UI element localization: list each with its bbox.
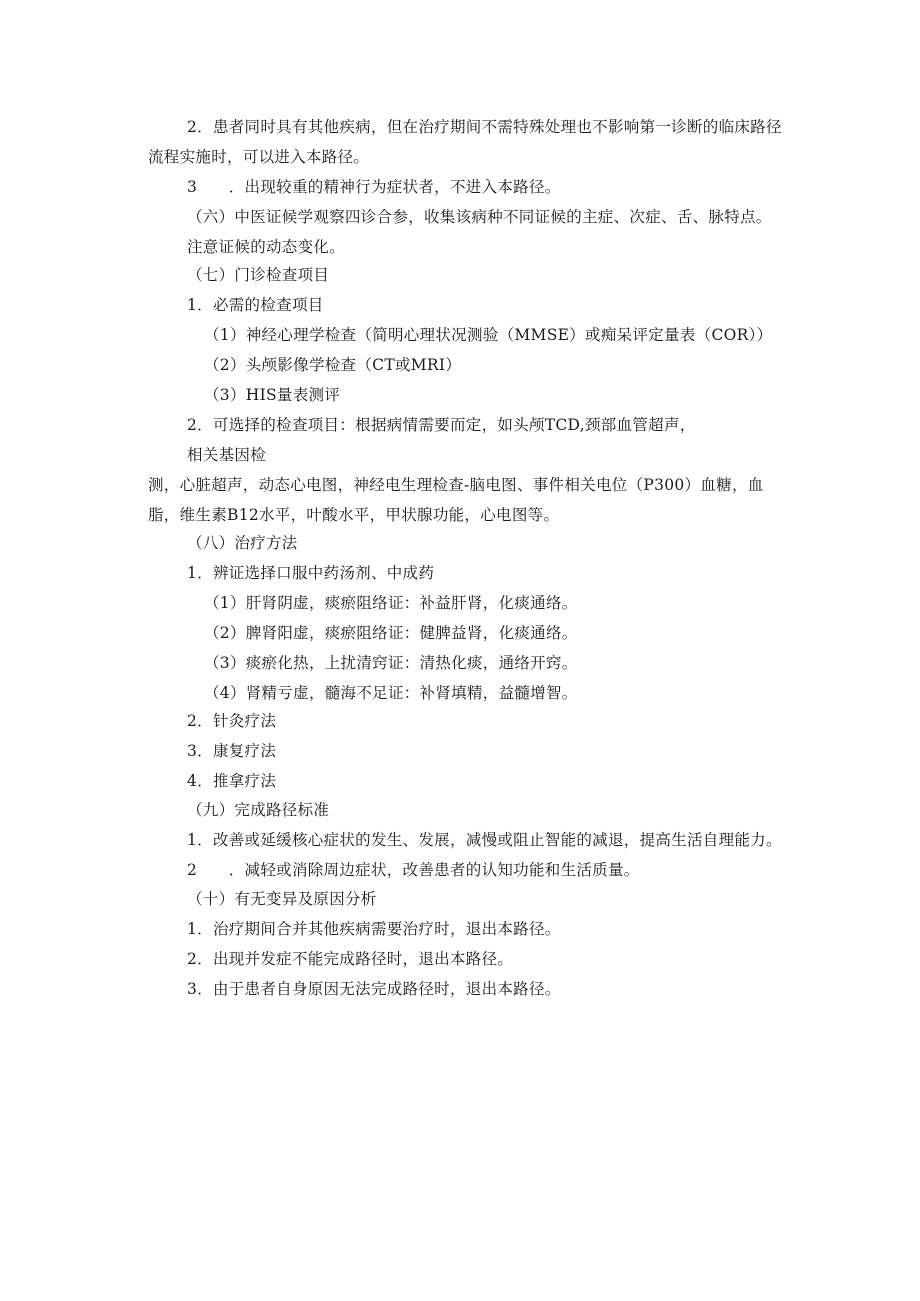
- text-line: 注意证候的动态变化。: [187, 238, 346, 256]
- text-line: 3 ．出现较重的精神行为症状者，不进入本路径。: [187, 178, 561, 196]
- text-line: 1．治疗期间合并其他疾病需要治疗时，退出本路径。: [187, 920, 561, 938]
- text-line: （2）头颅影像学检查（CT或MRI）: [204, 356, 462, 374]
- text-line: 1．改善或延缓核心症状的发生、发展，减慢或阻止智能的减退，提高生活自理能力。: [187, 831, 782, 849]
- text-line: 2．针灸疗法: [187, 712, 277, 730]
- text-line: 1．辨证选择口服中药汤剂、中成药: [187, 564, 435, 582]
- section-heading: （七）门诊检查项目: [187, 266, 330, 284]
- text-line: （2）脾肾阳虚，痰瘀阻络证：健脾益肾，化痰通络。: [204, 624, 578, 642]
- section-heading: （十）有无变异及原因分析: [187, 890, 377, 908]
- text-line: 4．推拿疗法: [187, 772, 277, 790]
- text-line: 2 ．减轻或消除周边症状，改善患者的认知功能和生活质量。: [187, 861, 640, 879]
- text-line: 相关基因检: [187, 446, 267, 464]
- text-line: 流程实施时，可以进入本路径。: [148, 148, 370, 166]
- text-line: （1）肝肾阴虚，痰瘀阻络证：补益肝肾，化痰通络。: [204, 594, 578, 612]
- text-line: （1）神经心理学检查（简明心理状况测验（MMSE）或痴呆评定量表（COR））: [204, 326, 773, 344]
- text-line: 2．出现并发症不能完成路径时，退出本路径。: [187, 950, 514, 968]
- text-line: 3．康复疗法: [187, 742, 277, 760]
- section-heading: （八）治疗方法: [187, 534, 298, 552]
- text-line: 2．患者同时具有其他疾病，但在治疗期间不需特殊处理也不影响第一诊断的临床路径: [187, 118, 782, 136]
- text-line: （3）痰瘀化热，上扰清窍证：清热化痰，通络开窍。: [204, 654, 578, 672]
- text-line: （3）HIS量表测评: [204, 386, 341, 404]
- text-line: 脂，维生素B12水平，叶酸水平，甲状腺功能，心电图等。: [148, 506, 560, 524]
- text-line: 测，心脏超声，动态心电图，神经电生理检查-脑电图、事件相关电位（P300）血糖，血: [148, 476, 764, 494]
- text-line: （4）肾精亏虚，髓海不足证：补肾填精，益髓增智。: [204, 684, 578, 702]
- section-heading: （九）完成路径标准: [187, 801, 330, 819]
- text-line: 1．必需的检查项目: [187, 296, 324, 314]
- text-line: 3．由于患者自身原因无法完成路径时，退出本路径。: [187, 980, 561, 998]
- text-line: （六）中医证候学观察四诊合参，收集该病种不同证候的主症、次症、舌、脉特点。: [187, 208, 772, 226]
- text-line: 2．可选择的检查项目：根据病情需要而定，如头颅TCD,颈部血管超声，: [187, 416, 696, 434]
